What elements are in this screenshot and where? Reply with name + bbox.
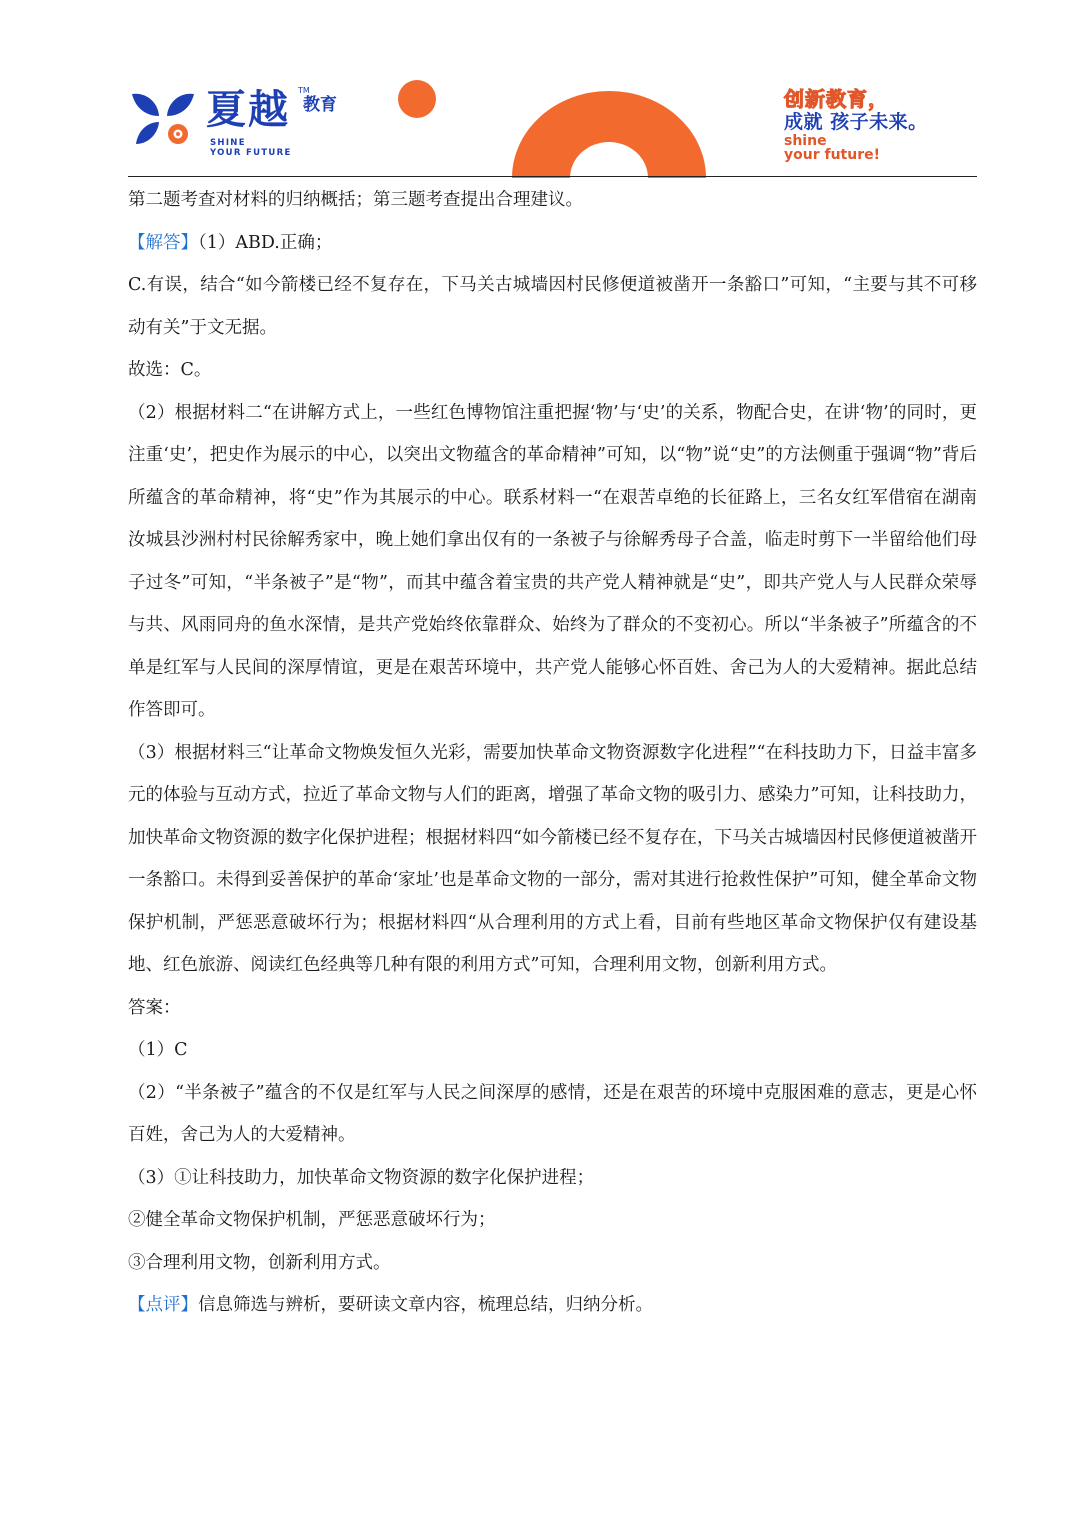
slogan-line-3b: your future! [784,147,880,163]
slogan-line-1: 创新教育， [784,87,889,111]
answer-first-line: （1）ABD.正确； [198,232,333,253]
answer-3-item-3: ③合理利用文物，创新利用方式。 [128,1252,391,1273]
answer-heading [128,222,977,265]
brand-logo [128,82,358,162]
q3-analysis: （3）根据材料三“让革命文物焕发恒久光彩，需要加快革命文物资源数字化进程”“在科技助力下，日益丰富多元的体验与互动方式，拉近了革命文物与人们的距离，增强了革命文物的吸引力、感染力”可知，让科技助力，加快革命文物资源的数字化保护进程；根据材料四“如今箭楼已经不复存在，下马关古城墙因村民修便道被凿开一条豁口。未得到妥善保护的革命‘家址’也是革命文物的一部分，需对其进行抢救性保护”可知，健全革命文物保护机制，严惩恶意破坏行为；根据材料四“从合理利用的方式上看，目前有些地区革命文物保护仅有建设基地、红色旅游、阅读红色经典等几种有限的利用方式”可知，合理利用文物，创新利用方式。 [128,742,977,975]
document-body [128,179,977,1327]
answer-3-item-2: ②健全革命文物保护机制，严惩恶意破坏行为； [128,1210,496,1230]
answer-label: 答案： [128,997,181,1018]
intro-text: 第二题考查对材料的归纳概括；第三题考查提出合理建议。 [128,190,583,210]
q2-analysis: （2）根据材料二“在讲解方式上，一些红色博物馆注重把握‘物’与‘史’的关系，物配合史，在讲‘物’的同时，更注重‘史’，把史作为展示的中心，以突出文物蕴含的革命精神”可知，以“物”说“史”的方法侧重于强调“物”背后所蕴含的革命精神，将“史”作为其展示的中心。联系材料一“在艰苦卓绝的长征路上，三名女红军借宿在湖南汝城县沙洲村村民徐解秀家中，晚上她们拿出仅有的一条被子与徐解秀母子合盖，临走时剪下一半留给他们母子过冬”可知，“半条被子”是“物”，而其中蕴含着宝贵的共产党人精神就是“史”，即共产党人与人民群众荣辱与共、风雨同舟的鱼水深情，是共产党始终依靠群众、始终为了群众的不变初心。所以“半条被子”所蕴含的不单是红军与人民间的深厚情谊，更是在艰苦环境中，共产党人能够心怀百姓、舍己为人的大爱精神。据此总结作答即可。 [128,402,977,720]
comment-text: 信息筛选与辨析，要研读文章内容，梳理总结，归纳分析。 [198,1295,653,1315]
orange-arch-decoration-icon [390,80,720,178]
q1-wrong-explanation: C.有误，结合“如今箭楼已经不复存在，下马关古城墙因村民修便道被凿开一条豁口”可知，“主要与其不可移动有关”于文无据。 [128,275,977,338]
comment-tag: 【点评】 [128,1295,198,1315]
answer-tag: 【解答】 [128,232,198,253]
brand-name: 夏越 [206,87,290,133]
comment-line [128,1284,977,1327]
q1-choice: 故选：C。 [128,360,212,380]
page-header [0,0,1080,180]
header-divider [128,176,977,177]
brand-english-tagline: SHINE YOUR FUTURE [210,138,292,158]
slogan-line-2: 成就 孩子未来。 [784,111,928,133]
answer-2: （2）“半条被子”蕴含的不仅是红军与人民之间深厚的感情，还是在艰苦的环境中克服困难的意志，更是心怀百姓，舍己为人的大爱精神。 [128,1082,977,1145]
answer-1: （1）C [128,1040,188,1060]
slogan [784,88,974,162]
slogan-line-3a: shine [784,133,827,149]
answer-3-item-1: （3）①让科技助力，加快革命文物资源的数字化保护进程； [128,1167,595,1188]
brand-trademark: TM [298,86,310,95]
brand-subtitle: 教育 [303,95,337,115]
butterfly-logo-icon [128,90,198,150]
